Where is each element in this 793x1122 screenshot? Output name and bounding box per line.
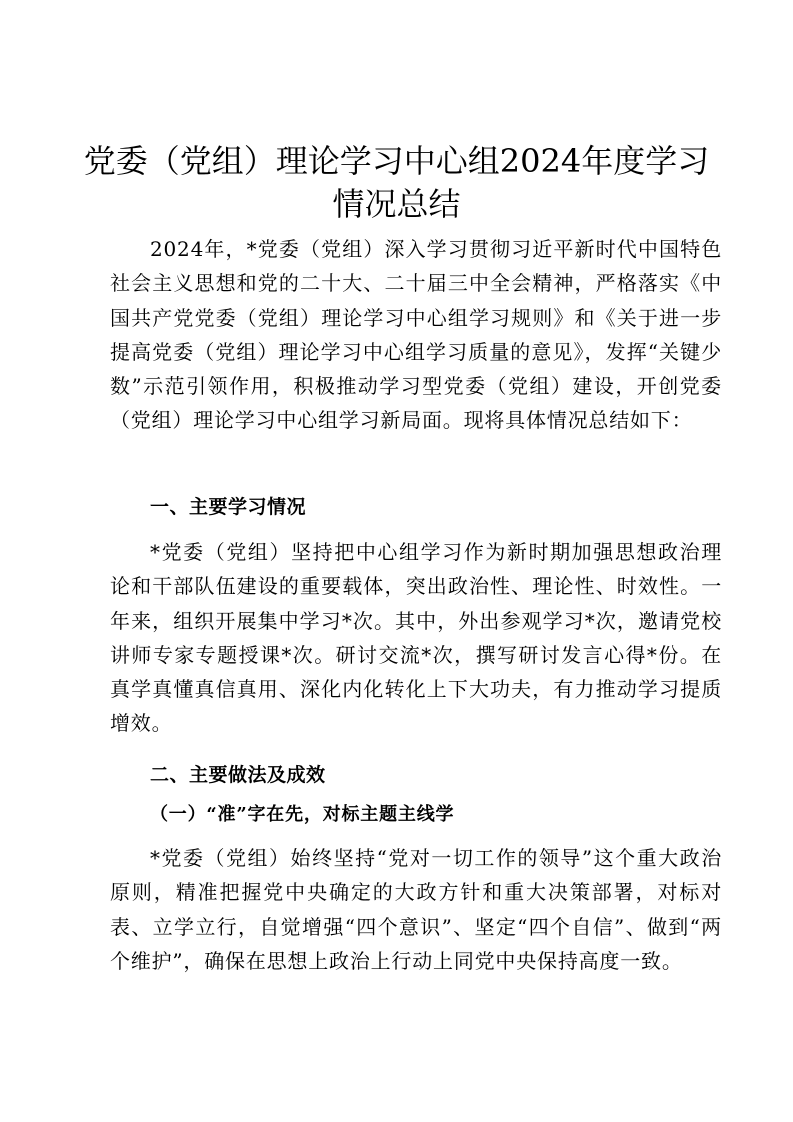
intro-paragraph: 2024年，*党委（党组）深入学习贯彻习近平新时代中国特色社会主义思想和党的二十大、二十届三中全会精神，严格落实《中国共产党党委（党组）理论学习中心组学习规则》和《关于进一步提高党委（党组）理论学习中心组学习质量的意见》，发挥“关键少数”示范引领作用，积极推动学习型党委（党组）建设，开创党委（党组）理论学习中心组学习新局面。现将具体情况总结如下： (110, 237, 722, 433)
document-title: 党委（党组）理论学习中心组2024年度学习情况总结 (83, 142, 710, 223)
section-2-heading: 二、主要做法及成效 (150, 764, 326, 786)
subsection-1-heading: （一）“准”字在先，对标主题主线学 (150, 804, 455, 825)
section-1-heading: 一、主要学习情况 (150, 496, 307, 518)
subsection-1-paragraph: *党委（党组）始终坚持“党对一切工作的领导”这个重大政治原则，精准把握党中央确定的大政方针和重大决策部署，对标对表、立学立行，自觉增强“四个意识”、坚定“四个自信”、做到“两个维护”，确保在思想上政治上行动上同党中央保持高度一致。 (110, 846, 722, 973)
section-1-paragraph: *党委（党组）坚持把中心组学习作为新时期加强思想政治理论和干部队伍建设的重要载体，突出政治性、理论性、时效性。一年来，组织开展集中学习*次。其中，外出参观学习*次，邀请党校讲师专家专题授课*次。研讨交流*次，撰写研讨发言心得*份。在真学真懂真信真用、深化内化转化上下大功夫，有力推动学习提质增效。 (110, 540, 722, 736)
